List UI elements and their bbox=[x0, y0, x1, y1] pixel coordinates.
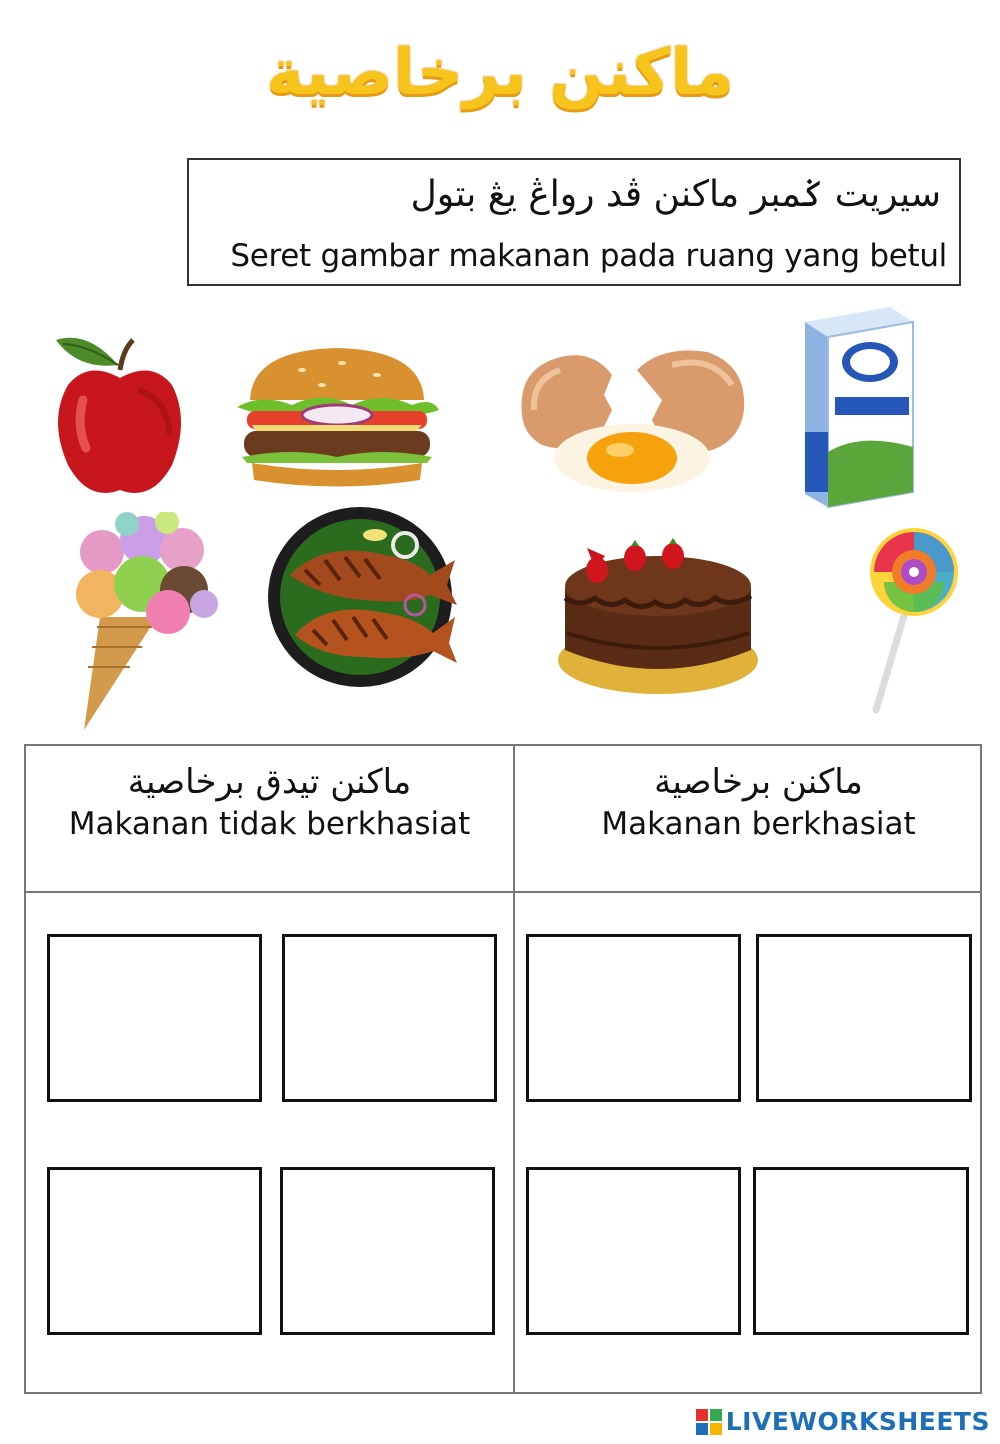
burger-icon bbox=[232, 345, 442, 490]
food-milk[interactable] bbox=[800, 302, 918, 512]
instruction-box bbox=[187, 158, 961, 286]
header-unhealthy-jawi: ماكنن تيدق برخاصية bbox=[127, 762, 412, 802]
drop-zone-unhealthy-2[interactable] bbox=[282, 934, 497, 1102]
drop-zone-healthy-4[interactable] bbox=[753, 1167, 969, 1335]
food-apple[interactable] bbox=[48, 330, 193, 505]
food-fish[interactable] bbox=[265, 505, 460, 690]
header-unhealthy bbox=[26, 746, 513, 891]
worksheet-title: ماكنن برخاصية bbox=[266, 36, 734, 110]
food-burger[interactable] bbox=[232, 345, 442, 490]
food-lollipop[interactable] bbox=[862, 524, 962, 714]
header-unhealthy-rumi: Makanan tidak berkhasiat bbox=[68, 806, 471, 842]
liveworksheets-brand: LIVEWORKSHEETS bbox=[725, 1407, 990, 1436]
food-egg[interactable] bbox=[512, 340, 752, 500]
drop-zone-healthy-1[interactable] bbox=[526, 934, 741, 1102]
milk-carton-icon bbox=[800, 302, 918, 512]
header-divider bbox=[26, 891, 980, 893]
drop-zone-unhealthy-3[interactable] bbox=[47, 1167, 262, 1335]
drop-zone-unhealthy-4[interactable] bbox=[280, 1167, 495, 1335]
header-healthy-jawi: ماكنن برخاصية bbox=[654, 762, 863, 802]
ice-cream-icon bbox=[72, 512, 222, 732]
header-healthy-rumi: Makanan berkhasiat bbox=[601, 806, 916, 842]
instruction-rumi: Seret gambar makanan pada ruang yang betul bbox=[230, 238, 947, 274]
chocolate-cake-icon bbox=[555, 538, 765, 698]
lollipop-icon bbox=[862, 524, 962, 714]
food-ice-cream[interactable] bbox=[72, 512, 222, 732]
drop-zone-unhealthy-1[interactable] bbox=[47, 934, 262, 1102]
liveworksheets-logo-icon bbox=[696, 1409, 722, 1435]
instruction-jawi: سيريت ݢمبر ماكنن ڤد رواڠ يڠ بتول bbox=[410, 174, 941, 215]
sorting-table bbox=[24, 744, 982, 1394]
food-cake[interactable] bbox=[555, 538, 765, 698]
apple-icon bbox=[48, 330, 193, 505]
drop-zone-healthy-2[interactable] bbox=[756, 934, 972, 1102]
grilled-fish-icon bbox=[265, 505, 460, 690]
header-healthy bbox=[515, 746, 1000, 891]
drop-zone-healthy-3[interactable] bbox=[526, 1167, 741, 1335]
egg-icon bbox=[512, 340, 752, 500]
liveworksheets-logo[interactable] bbox=[696, 1407, 990, 1436]
